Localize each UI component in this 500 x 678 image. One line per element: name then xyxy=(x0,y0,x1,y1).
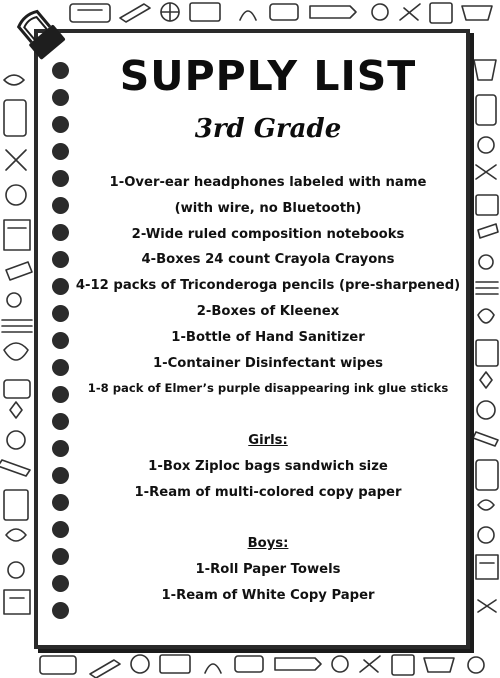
supply-item: 4-12 packs of Triconderoga pencils (pre-sharpened) xyxy=(75,278,461,294)
binder-hole xyxy=(52,386,69,403)
supply-item: 2-Wide ruled composition notebooks xyxy=(131,226,405,242)
binder-hole xyxy=(52,521,69,538)
binder-hole xyxy=(52,602,69,619)
binder-hole xyxy=(52,224,69,241)
grade-subtitle: 3rd Grade xyxy=(194,114,342,144)
binder-hole xyxy=(52,251,69,268)
binder-hole xyxy=(52,494,69,511)
binder-hole xyxy=(52,440,69,457)
supply-item: 1-Container Disinfectant wipes xyxy=(152,355,384,371)
binder-hole xyxy=(52,170,69,187)
binder-clip-icon xyxy=(12,6,72,66)
binder-hole xyxy=(52,62,69,79)
girls-item: 1-Box Ziploc bags sandwich size xyxy=(148,458,388,474)
boys-heading: Boys: xyxy=(247,536,289,552)
supply-item: 1-Over-ear headphones labeled with name xyxy=(109,175,427,190)
section-spacer xyxy=(74,505,462,531)
binder-hole xyxy=(52,548,69,565)
binder-hole xyxy=(52,278,69,295)
binder-hole xyxy=(52,143,69,160)
supply-list xyxy=(74,170,462,609)
girls-heading: Girls: xyxy=(248,432,288,448)
supply-item: (with wire, no Bluetooth) xyxy=(174,200,362,216)
binder-hole xyxy=(52,116,69,133)
page-title: SUPPLY LIST xyxy=(119,52,417,100)
binder-hole xyxy=(52,413,69,430)
binder-hole xyxy=(52,467,69,484)
binder-hole xyxy=(52,197,69,214)
boys-item: 1-Ream of White Copy Paper xyxy=(161,587,375,603)
binder-hole xyxy=(52,305,69,322)
binder-hole xyxy=(52,575,69,592)
section-spacer xyxy=(74,402,462,428)
supply-item: 2-Boxes of Kleenex xyxy=(196,303,340,319)
supply-item: 1-8 pack of Elmer’s purple disappearing ink glue sticks xyxy=(87,381,449,396)
supply-item: 4-Boxes 24 count Crayola Crayons xyxy=(141,252,395,268)
notebook-holes xyxy=(52,62,72,622)
girls-item: 1-Ream of multi-colored copy paper xyxy=(134,484,402,500)
binder-hole xyxy=(52,359,69,376)
binder-hole xyxy=(52,332,69,349)
boys-item: 1-Roll Paper Towels xyxy=(195,561,341,577)
binder-hole xyxy=(52,89,69,106)
supply-item: 1-Bottle of Hand Sanitizer xyxy=(171,329,365,345)
